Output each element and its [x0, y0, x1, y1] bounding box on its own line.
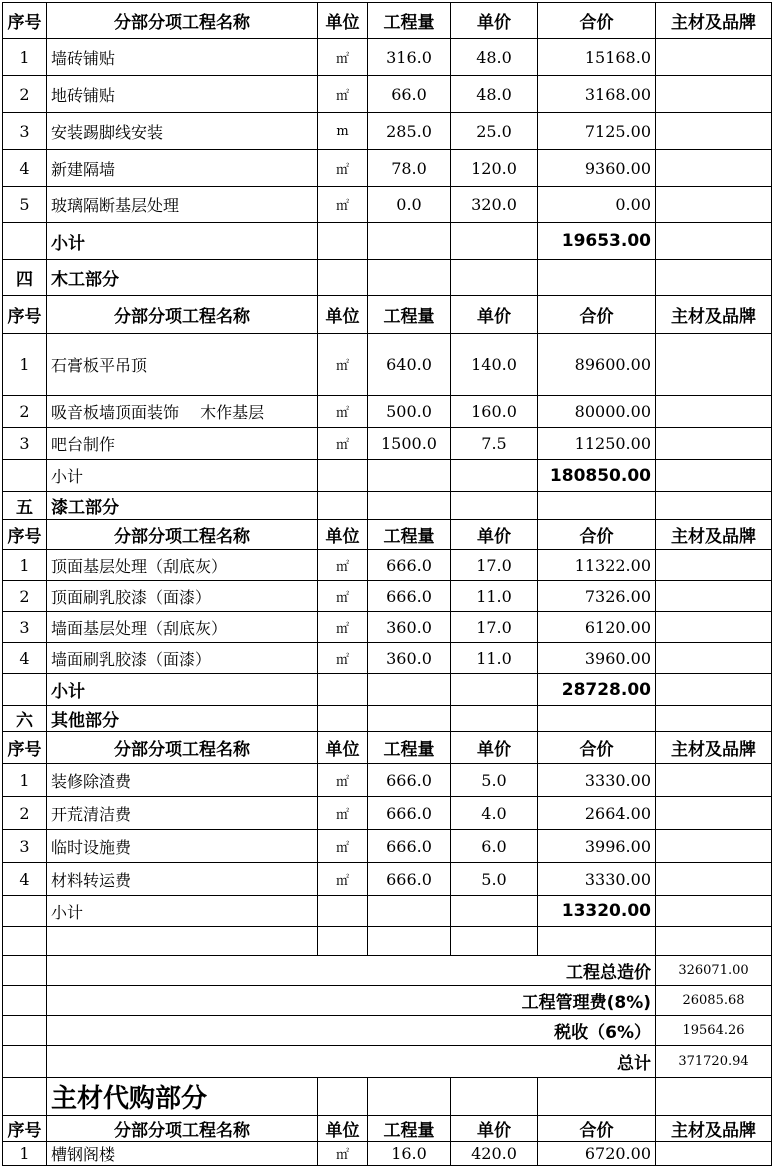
item-no: 3	[3, 612, 47, 643]
item-name: 新建隔墙	[47, 150, 318, 187]
empty	[368, 260, 451, 296]
item-unit-price: 5.0	[451, 764, 538, 797]
item-quantity: 500.0	[368, 396, 451, 428]
summary-label: 税收（6%）	[47, 1016, 656, 1046]
item-quantity: 66.0	[368, 76, 451, 113]
item-unit-price: 120.0	[451, 150, 538, 187]
item-unit: ㎡	[318, 396, 368, 428]
header-quantity: 工程量	[368, 3, 451, 39]
summary-row	[3, 956, 772, 986]
item-unit-price: 320.0	[451, 187, 538, 223]
subtotal-no	[3, 223, 47, 260]
item-unit-price: 6.0	[451, 830, 538, 863]
item-quantity: 316.0	[368, 39, 451, 76]
item-unit: ㎡	[318, 550, 368, 581]
empty	[656, 492, 772, 520]
item-material-brand	[656, 150, 772, 187]
summary-value: 19564.26	[656, 1016, 772, 1046]
empty	[368, 927, 451, 956]
header-no: 序号	[3, 732, 47, 764]
subtotal-value: 13320.00	[538, 896, 656, 927]
empty	[368, 223, 451, 260]
item-row	[3, 39, 772, 76]
item-material-brand	[656, 187, 772, 223]
item-row	[3, 830, 772, 863]
item-material-brand	[656, 797, 772, 830]
item-material-brand	[656, 1142, 772, 1166]
subtotal-no	[3, 674, 47, 706]
empty	[451, 460, 538, 492]
header-total: 合价	[538, 732, 656, 764]
column-header-row	[3, 296, 772, 334]
item-total: 3960.00	[538, 643, 656, 674]
item-unit-price: 48.0	[451, 39, 538, 76]
summary-row	[3, 986, 772, 1016]
empty	[318, 223, 368, 260]
item-material-brand	[656, 612, 772, 643]
item-quantity: 360.0	[368, 612, 451, 643]
section-number: 五	[3, 492, 47, 520]
item-no: 5	[3, 187, 47, 223]
item-unit: ㎡	[318, 1142, 368, 1166]
item-quantity: 285.0	[368, 113, 451, 150]
subtotal-row	[3, 674, 772, 706]
empty	[656, 706, 772, 732]
item-row	[3, 764, 772, 797]
header-material-brand: 主材及品牌	[656, 520, 772, 550]
item-no: 3	[3, 830, 47, 863]
item-row	[3, 396, 772, 428]
section-number: 六	[3, 706, 47, 732]
item-unit: m	[318, 113, 368, 150]
column-header-row	[3, 3, 772, 39]
header-no: 序号	[3, 3, 47, 39]
item-material-brand	[656, 334, 772, 396]
item-material-brand	[656, 39, 772, 76]
subtotal-value: 19653.00	[538, 223, 656, 260]
summary-row	[3, 1016, 772, 1046]
item-name: 临时设施费	[47, 830, 318, 863]
empty	[656, 1078, 772, 1116]
subtotal-no	[3, 896, 47, 927]
empty	[656, 223, 772, 260]
item-row	[3, 550, 772, 581]
item-unit: ㎡	[318, 581, 368, 612]
subtotal-row	[3, 460, 772, 492]
item-unit-price: 25.0	[451, 113, 538, 150]
item-no: 1	[3, 334, 47, 396]
item-total: 2664.00	[538, 797, 656, 830]
empty	[451, 706, 538, 732]
summary-row	[3, 1046, 772, 1078]
header-item-name: 分部分项工程名称	[47, 732, 318, 764]
header-item-name: 分部分项工程名称	[47, 3, 318, 39]
item-total: 11250.00	[538, 428, 656, 460]
item-unit-price: 11.0	[451, 643, 538, 674]
item-total: 11322.00	[538, 550, 656, 581]
item-name: 石膏板平吊顶	[47, 334, 318, 396]
item-row	[3, 113, 772, 150]
item-name: 顶面刷乳胶漆（面漆）	[47, 581, 318, 612]
subtotal-no	[3, 460, 47, 492]
item-material-brand	[656, 764, 772, 797]
item-quantity: 1500.0	[368, 428, 451, 460]
item-unit: ㎡	[318, 764, 368, 797]
item-quantity: 666.0	[368, 797, 451, 830]
header-item-name: 分部分项工程名称	[47, 1116, 318, 1142]
item-unit-price: 160.0	[451, 396, 538, 428]
header-total: 合价	[538, 296, 656, 334]
section-title: 漆工部分	[47, 492, 318, 520]
subtotal-label: 小计	[47, 460, 318, 492]
header-material-brand: 主材及品牌	[656, 1116, 772, 1142]
item-unit: ㎡	[318, 797, 368, 830]
header-unit: 单位	[318, 1116, 368, 1142]
empty	[368, 896, 451, 927]
empty	[318, 896, 368, 927]
item-no: 4	[3, 643, 47, 674]
section-title-row	[3, 706, 772, 732]
item-name: 材料转运费	[47, 863, 318, 896]
header-unit-price: 单价	[451, 1116, 538, 1142]
header-unit-price: 单价	[451, 3, 538, 39]
section-title: 其他部分	[47, 706, 318, 732]
item-unit-price: 5.0	[451, 863, 538, 896]
header-unit: 单位	[318, 732, 368, 764]
item-unit: ㎡	[318, 428, 368, 460]
item-quantity: 666.0	[368, 863, 451, 896]
item-unit-price: 48.0	[451, 76, 538, 113]
empty	[368, 706, 451, 732]
item-name: 槽钢阁楼	[47, 1142, 318, 1166]
header-quantity: 工程量	[368, 1116, 451, 1142]
section-title: 木工部分	[47, 260, 318, 296]
column-header-row	[3, 520, 772, 550]
section-title-row	[3, 260, 772, 296]
summary-value: 326071.00	[656, 956, 772, 986]
empty	[368, 674, 451, 706]
item-unit-price: 17.0	[451, 612, 538, 643]
item-material-brand	[656, 76, 772, 113]
empty	[451, 223, 538, 260]
empty	[656, 260, 772, 296]
empty	[318, 927, 368, 956]
empty	[538, 927, 656, 956]
summary-spacer	[3, 1016, 47, 1046]
summary-value: 26085.68	[656, 986, 772, 1016]
item-row	[3, 187, 772, 223]
item-total: 3330.00	[538, 764, 656, 797]
subtotal-label: 小计	[47, 223, 318, 260]
section-number: 四	[3, 260, 47, 296]
subtotal-row	[3, 223, 772, 260]
subtotal-value: 180850.00	[538, 460, 656, 492]
item-name: 墙砖铺贴	[47, 39, 318, 76]
summary-label: 工程管理费(8%)	[47, 986, 656, 1016]
header-material-brand: 主材及品牌	[656, 296, 772, 334]
item-unit: ㎡	[318, 863, 368, 896]
header-unit: 单位	[318, 520, 368, 550]
empty-row	[3, 927, 772, 956]
item-no: 3	[3, 428, 47, 460]
item-name: 安装踢脚线安装	[47, 113, 318, 150]
quotation-table	[2, 2, 772, 1166]
empty	[656, 896, 772, 927]
item-total: 3168.00	[538, 76, 656, 113]
header-item-name: 分部分项工程名称	[47, 520, 318, 550]
item-total: 7326.00	[538, 581, 656, 612]
item-row	[3, 863, 772, 896]
subtotal-row	[3, 896, 772, 927]
header-no: 序号	[3, 1116, 47, 1142]
item-row	[3, 797, 772, 830]
item-row	[3, 76, 772, 113]
item-no: 2	[3, 581, 47, 612]
item-name: 地砖铺贴	[47, 76, 318, 113]
item-name: 墙面刷乳胶漆（面漆）	[47, 643, 318, 674]
item-total: 6720.00	[538, 1142, 656, 1166]
item-no: 1	[3, 550, 47, 581]
item-quantity: 16.0	[368, 1142, 451, 1166]
empty	[451, 927, 538, 956]
empty	[3, 927, 47, 956]
item-no: 1	[3, 39, 47, 76]
item-row	[3, 581, 772, 612]
header-material-brand: 主材及品牌	[656, 3, 772, 39]
empty	[3, 1078, 47, 1116]
item-name: 墙面基层处理（刮底灰）	[47, 612, 318, 643]
empty	[47, 927, 318, 956]
item-total: 89600.00	[538, 334, 656, 396]
item-quantity: 666.0	[368, 830, 451, 863]
empty	[451, 896, 538, 927]
item-material-brand	[656, 581, 772, 612]
header-unit-price: 单价	[451, 296, 538, 334]
item-unit-price: 11.0	[451, 581, 538, 612]
item-no: 4	[3, 150, 47, 187]
empty	[538, 1078, 656, 1116]
column-header-row	[3, 732, 772, 764]
item-material-brand	[656, 428, 772, 460]
empty	[451, 260, 538, 296]
header-unit-price: 单价	[451, 732, 538, 764]
item-name: 顶面基层处理（刮底灰）	[47, 550, 318, 581]
item-material-brand	[656, 643, 772, 674]
item-total: 3330.00	[538, 863, 656, 896]
item-row	[3, 150, 772, 187]
item-name: 玻璃隔断基层处理	[47, 187, 318, 223]
item-row	[3, 1142, 772, 1166]
empty	[318, 492, 368, 520]
item-name: 装修除渣费	[47, 764, 318, 797]
header-unit-price: 单价	[451, 520, 538, 550]
item-unit-price: 17.0	[451, 550, 538, 581]
item-unit-price: 420.0	[451, 1142, 538, 1166]
item-unit-price: 140.0	[451, 334, 538, 396]
item-unit: ㎡	[318, 39, 368, 76]
item-unit: ㎡	[318, 830, 368, 863]
item-name: 吧台制作	[47, 428, 318, 460]
item-total: 7125.00	[538, 113, 656, 150]
empty	[538, 706, 656, 732]
header-unit: 单位	[318, 3, 368, 39]
item-total: 15168.0	[538, 39, 656, 76]
item-no: 2	[3, 797, 47, 830]
item-row	[3, 428, 772, 460]
summary-label: 总计	[47, 1046, 656, 1078]
empty	[538, 492, 656, 520]
empty	[451, 674, 538, 706]
empty	[451, 1078, 538, 1116]
subtotal-value: 28728.00	[538, 674, 656, 706]
subtotal-label: 小计	[47, 896, 318, 927]
item-quantity: 0.0	[368, 187, 451, 223]
empty	[368, 492, 451, 520]
item-material-brand	[656, 396, 772, 428]
header-no: 序号	[3, 520, 47, 550]
item-unit: ㎡	[318, 76, 368, 113]
item-unit: ㎡	[318, 334, 368, 396]
item-row	[3, 334, 772, 396]
summary-spacer	[3, 956, 47, 986]
header-material-brand: 主材及品牌	[656, 732, 772, 764]
item-name: 吸音板墙顶面装饰 木作基层	[47, 396, 318, 428]
summary-label: 工程总造价	[47, 956, 656, 986]
empty	[368, 460, 451, 492]
header-quantity: 工程量	[368, 732, 451, 764]
item-no: 1	[3, 1142, 47, 1166]
empty	[318, 706, 368, 732]
item-unit: ㎡	[318, 612, 368, 643]
empty	[368, 1078, 451, 1116]
empty	[318, 674, 368, 706]
item-unit: ㎡	[318, 643, 368, 674]
item-unit: ㎡	[318, 150, 368, 187]
item-total: 6120.00	[538, 612, 656, 643]
empty	[451, 492, 538, 520]
header-total: 合价	[538, 1116, 656, 1142]
item-material-brand	[656, 550, 772, 581]
item-row	[3, 643, 772, 674]
empty	[656, 927, 772, 956]
item-quantity: 666.0	[368, 764, 451, 797]
item-unit: ㎡	[318, 187, 368, 223]
header-item-name: 分部分项工程名称	[47, 296, 318, 334]
item-row	[3, 612, 772, 643]
summary-value: 371720.94	[656, 1046, 772, 1078]
empty	[318, 460, 368, 492]
header-total: 合价	[538, 520, 656, 550]
header-quantity: 工程量	[368, 520, 451, 550]
summary-spacer	[3, 1046, 47, 1078]
empty	[318, 260, 368, 296]
header-no: 序号	[3, 296, 47, 334]
item-unit-price: 4.0	[451, 797, 538, 830]
item-quantity: 360.0	[368, 643, 451, 674]
item-unit-price: 7.5	[451, 428, 538, 460]
item-total: 9360.00	[538, 150, 656, 187]
item-material-brand	[656, 830, 772, 863]
item-no: 1	[3, 764, 47, 797]
empty	[318, 1078, 368, 1116]
item-total: 3996.00	[538, 830, 656, 863]
section-title: 主材代购部分	[47, 1078, 318, 1116]
summary-spacer	[3, 986, 47, 1016]
column-header-row	[3, 1116, 772, 1142]
header-total: 合价	[538, 3, 656, 39]
section-title-row	[3, 1078, 772, 1116]
empty	[656, 460, 772, 492]
item-total: 0.00	[538, 187, 656, 223]
empty	[656, 674, 772, 706]
item-no: 2	[3, 396, 47, 428]
item-no: 2	[3, 76, 47, 113]
item-quantity: 640.0	[368, 334, 451, 396]
item-quantity: 666.0	[368, 550, 451, 581]
item-quantity: 666.0	[368, 581, 451, 612]
header-quantity: 工程量	[368, 296, 451, 334]
empty	[538, 260, 656, 296]
section-title-row	[3, 492, 772, 520]
item-total: 80000.00	[538, 396, 656, 428]
header-unit: 单位	[318, 296, 368, 334]
subtotal-label: 小计	[47, 674, 318, 706]
item-no: 3	[3, 113, 47, 150]
item-name: 开荒清洁费	[47, 797, 318, 830]
item-material-brand	[656, 113, 772, 150]
item-no: 4	[3, 863, 47, 896]
item-material-brand	[656, 863, 772, 896]
item-quantity: 78.0	[368, 150, 451, 187]
